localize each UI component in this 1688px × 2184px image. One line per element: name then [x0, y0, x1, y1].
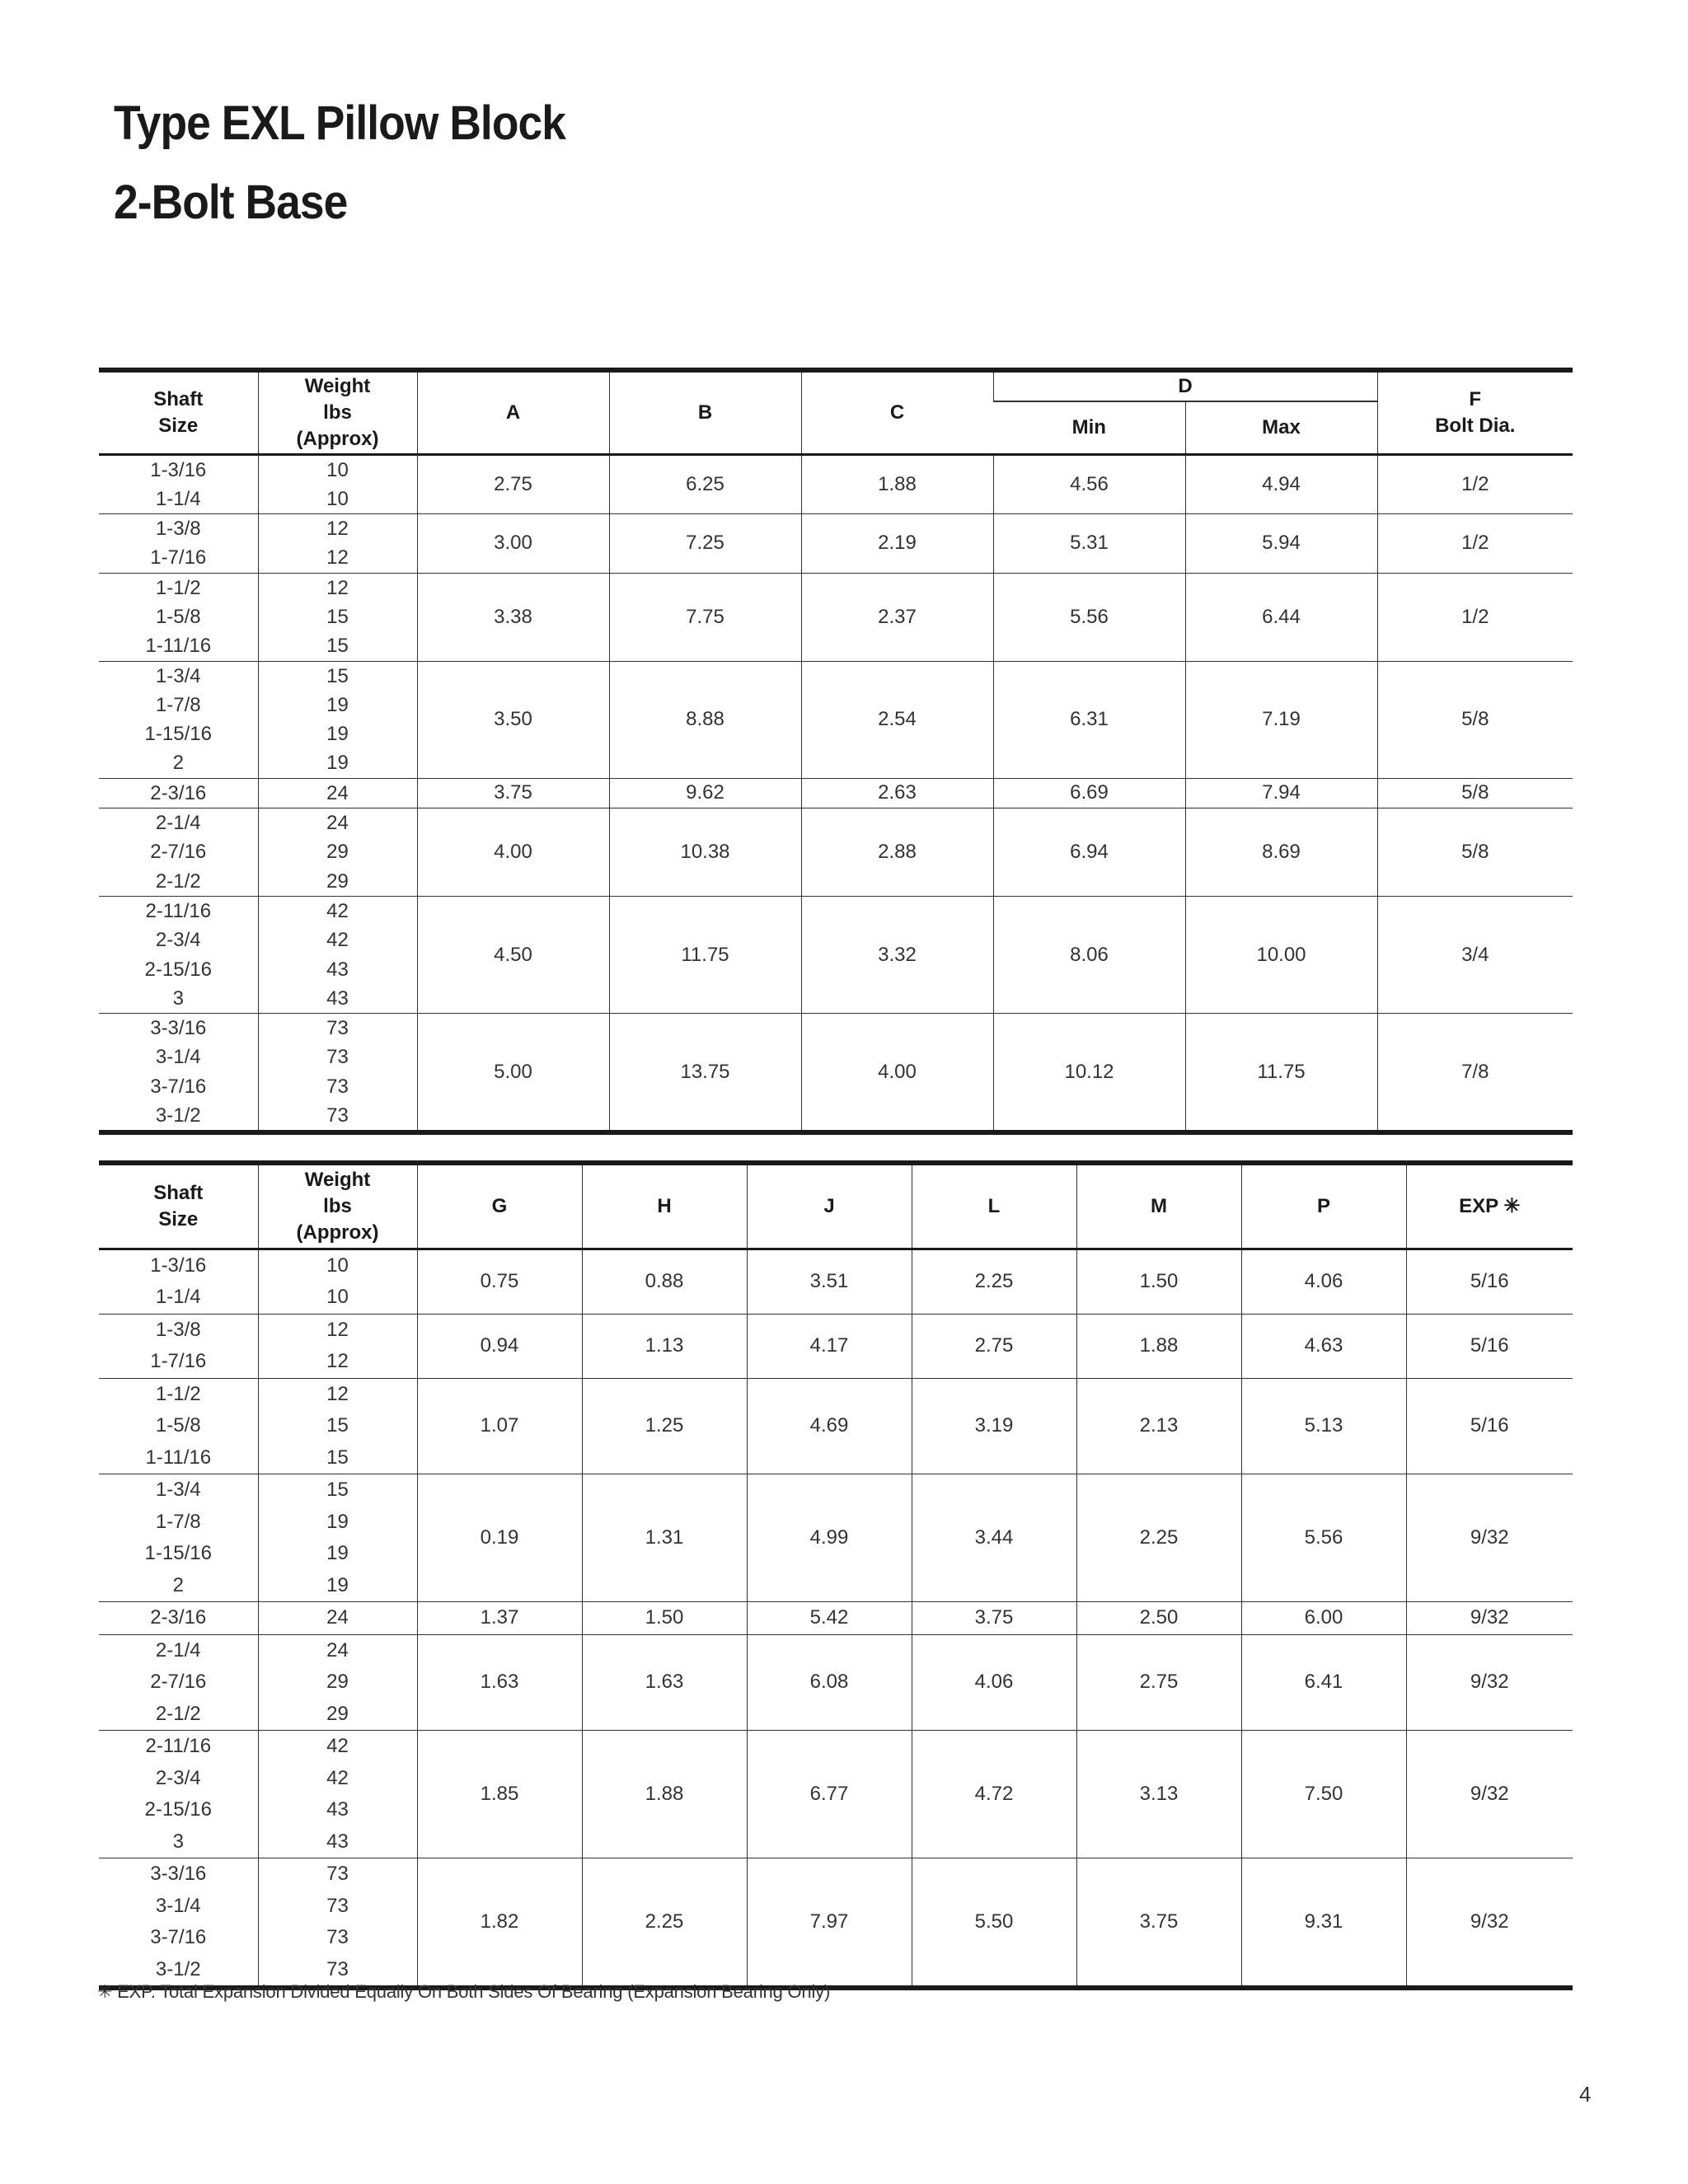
weight-value: 12 — [326, 1350, 349, 1372]
header-weight-line2: lbs — [323, 1194, 352, 1217]
cell-g: 0.19 — [417, 1474, 582, 1602]
cell-d-max: 8.69 — [1185, 808, 1377, 897]
shaft-size-value: 3-7/16 — [150, 1075, 207, 1098]
weight-value: 10 — [326, 487, 349, 510]
cell-m: 2.13 — [1076, 1378, 1241, 1474]
cell-p: 7.50 — [1241, 1731, 1406, 1858]
cell-l: 4.72 — [912, 1731, 1076, 1858]
cell-m: 3.75 — [1076, 1858, 1241, 1989]
shaft-size-value: 2 — [172, 1573, 184, 1596]
weight-cell — [258, 1731, 417, 1858]
weight-value: 12 — [326, 1382, 349, 1405]
weight-value: 43 — [326, 958, 349, 981]
cell-c: 2.54 — [801, 661, 993, 778]
header-p: P — [1241, 1163, 1406, 1249]
cell-l: 3.75 — [912, 1602, 1076, 1635]
cell-m: 1.50 — [1076, 1249, 1241, 1314]
weight-value: 12 — [326, 518, 349, 541]
cell-h: 0.88 — [582, 1249, 747, 1314]
shaft-size-value: 2-1/4 — [155, 1638, 201, 1661]
header-weight — [258, 370, 417, 454]
table-row — [99, 661, 1573, 778]
cell-d-min: 10.12 — [993, 1014, 1185, 1133]
weight-value: 15 — [326, 635, 349, 658]
weight-cell — [258, 1249, 417, 1314]
shaft-size-value: 2-3/16 — [150, 1606, 207, 1629]
cell-c: 2.37 — [801, 573, 993, 661]
cell-f: 3/4 — [1377, 896, 1573, 1013]
weight-value: 12 — [326, 576, 349, 599]
cell-a: 2.75 — [417, 454, 609, 514]
cell-a: 5.00 — [417, 1014, 609, 1133]
shaft-size-value: 1-15/16 — [144, 723, 212, 746]
cell-d-min: 6.69 — [993, 778, 1185, 808]
shaft-size-value: 3-7/16 — [150, 1926, 207, 1948]
shaft-size-value: 3 — [172, 1830, 184, 1853]
weight-value: 15 — [326, 1446, 349, 1469]
header-c: C — [801, 370, 993, 454]
weight-value: 73 — [326, 1926, 349, 1948]
shaft-size-value: 1-3/4 — [155, 664, 201, 687]
header-f-line1: F — [1469, 387, 1482, 410]
header-weight-line3: (Approx) — [296, 1221, 379, 1244]
shaft-size-value: 3-3/16 — [150, 1017, 207, 1040]
table-row — [99, 896, 1573, 1013]
header-shaft-size-line2: Size — [158, 414, 199, 437]
table-row — [99, 808, 1573, 897]
cell-b: 11.75 — [609, 896, 801, 1013]
weight-cell — [258, 1314, 417, 1378]
cell-j: 3.51 — [747, 1249, 912, 1314]
cell-j: 4.17 — [747, 1314, 912, 1378]
cell-exp: 5/16 — [1406, 1249, 1573, 1314]
header-shaft-size-line1: Shaft — [153, 387, 204, 410]
header-d-min: Min — [993, 401, 1185, 454]
table-row — [99, 1858, 1573, 1989]
cell-g: 1.37 — [417, 1602, 582, 1635]
weight-cell — [258, 1014, 417, 1133]
cell-d-min: 6.31 — [993, 661, 1185, 778]
header-f-bolt-dia — [1377, 370, 1573, 454]
shaft-size-value: 2-3/4 — [155, 929, 201, 952]
cell-exp: 5/16 — [1406, 1314, 1573, 1378]
cell-c: 2.63 — [801, 778, 993, 808]
cell-a: 3.00 — [417, 514, 609, 574]
cell-b: 7.75 — [609, 573, 801, 661]
cell-exp: 9/32 — [1406, 1474, 1573, 1602]
shaft-size-value: 1-1/4 — [155, 1286, 201, 1308]
weight-cell — [258, 661, 417, 778]
shaft-size-value: 3-1/2 — [155, 1957, 201, 1980]
shaft-size-value: 2-15/16 — [144, 1798, 212, 1821]
weight-value: 19 — [326, 693, 349, 716]
header-weight-line1: Weight — [304, 1168, 371, 1191]
cell-f: 5/8 — [1377, 808, 1573, 897]
header-j: J — [747, 1163, 912, 1249]
shaft-size-value: 2-11/16 — [145, 1735, 212, 1757]
cell-d-min: 8.06 — [993, 896, 1185, 1013]
weight-value: 15 — [326, 605, 349, 628]
weight-value: 10 — [326, 1254, 349, 1277]
table-row — [99, 1731, 1573, 1858]
weight-value: 29 — [326, 869, 349, 893]
weight-value: 43 — [326, 1830, 349, 1853]
weight-value: 43 — [326, 1798, 349, 1821]
shaft-size-value: 2-1/4 — [155, 812, 201, 835]
cell-p: 5.13 — [1241, 1378, 1406, 1474]
weight-value: 24 — [326, 812, 349, 835]
cell-j: 6.08 — [747, 1634, 912, 1731]
cell-j: 4.99 — [747, 1474, 912, 1602]
weight-cell — [258, 1634, 417, 1731]
weight-value: 73 — [326, 1104, 349, 1127]
cell-d-max: 4.94 — [1185, 454, 1377, 514]
cell-h: 1.50 — [582, 1602, 747, 1635]
header-shaft-size-line1: Shaft — [153, 1181, 204, 1204]
cell-l: 5.50 — [912, 1858, 1076, 1989]
cell-c: 1.88 — [801, 454, 993, 514]
cell-c: 2.88 — [801, 808, 993, 897]
weight-value: 42 — [326, 929, 349, 952]
shaft-size-value: 1-3/8 — [155, 518, 201, 541]
cell-f: 1/2 — [1377, 454, 1573, 514]
cell-b: 10.38 — [609, 808, 801, 897]
weight-cell — [258, 808, 417, 897]
cell-a: 3.38 — [417, 573, 609, 661]
shaft-size-cell — [99, 778, 258, 808]
shaft-size-value: 1-3/16 — [150, 458, 207, 481]
weight-value: 15 — [326, 664, 349, 687]
weight-cell — [258, 1378, 417, 1474]
weight-value: 19 — [326, 1542, 349, 1564]
table-row — [99, 1314, 1573, 1378]
table-row — [99, 573, 1573, 661]
weight-value: 73 — [326, 1863, 349, 1885]
cell-j: 4.69 — [747, 1378, 912, 1474]
weight-value: 19 — [326, 752, 349, 775]
shaft-size-value: 2-1/2 — [155, 1702, 201, 1725]
weight-value: 15 — [326, 1414, 349, 1436]
weight-cell — [258, 1858, 417, 1989]
cell-b: 6.25 — [609, 454, 801, 514]
header-shaft-size — [99, 1163, 258, 1249]
weight-value: 73 — [326, 1957, 349, 1980]
weight-cell — [258, 514, 417, 574]
cell-j: 6.77 — [747, 1731, 912, 1858]
cell-h: 1.13 — [582, 1314, 747, 1378]
header-g: G — [417, 1163, 582, 1249]
cell-h: 1.31 — [582, 1474, 747, 1602]
cell-a: 3.75 — [417, 778, 609, 808]
cell-exp: 9/32 — [1406, 1602, 1573, 1635]
shaft-size-value: 1-1/2 — [155, 1382, 201, 1405]
cell-g: 0.75 — [417, 1249, 582, 1314]
cell-h: 1.25 — [582, 1378, 747, 1474]
shaft-size-value: 1-15/16 — [144, 1542, 212, 1564]
cell-g: 1.82 — [417, 1858, 582, 1989]
cell-m: 2.75 — [1076, 1634, 1241, 1731]
cell-c: 4.00 — [801, 1014, 993, 1133]
cell-f: 7/8 — [1377, 1014, 1573, 1133]
weight-value: 73 — [326, 1075, 349, 1098]
header-l: L — [912, 1163, 1076, 1249]
cell-d-max: 7.94 — [1185, 778, 1377, 808]
table-row — [99, 1249, 1573, 1314]
cell-f: 5/8 — [1377, 778, 1573, 808]
table-row — [99, 454, 1573, 514]
cell-d-max: 6.44 — [1185, 573, 1377, 661]
weight-cell — [258, 778, 417, 808]
table-row — [99, 1378, 1573, 1474]
weight-value: 29 — [326, 841, 349, 864]
header-weight-line2: lbs — [323, 401, 352, 424]
table-row — [99, 1634, 1573, 1731]
shaft-size-value: 1-3/16 — [150, 1254, 207, 1277]
cell-g: 1.63 — [417, 1634, 582, 1731]
shaft-size-cell — [99, 896, 258, 1013]
weight-value: 73 — [326, 1017, 349, 1040]
shaft-size-value: 2-3/16 — [150, 781, 207, 804]
cell-m: 2.50 — [1076, 1602, 1241, 1635]
weight-value: 42 — [326, 899, 349, 922]
cell-d-min: 5.31 — [993, 514, 1185, 574]
cell-d-max: 11.75 — [1185, 1014, 1377, 1133]
cell-b: 7.25 — [609, 514, 801, 574]
header-exp: EXP ✳ — [1406, 1163, 1573, 1249]
weight-value: 12 — [326, 546, 349, 569]
weight-cell — [258, 454, 417, 514]
shaft-size-cell — [99, 1378, 258, 1474]
shaft-size-value: 1-1/4 — [155, 487, 201, 510]
weight-value: 43 — [326, 987, 349, 1010]
cell-h: 2.25 — [582, 1858, 747, 1989]
shaft-size-value: 1-7/8 — [155, 1510, 201, 1533]
cell-f: 1/2 — [1377, 514, 1573, 574]
cell-g: 1.85 — [417, 1731, 582, 1858]
cell-j: 5.42 — [747, 1602, 912, 1635]
weight-value: 29 — [326, 1671, 349, 1693]
shaft-size-value: 1-3/4 — [155, 1479, 201, 1501]
cell-d-min: 5.56 — [993, 573, 1185, 661]
shaft-size-value: 2-1/2 — [155, 869, 201, 893]
shaft-size-value: 1-7/16 — [150, 546, 207, 569]
header-shaft-size-line2: Size — [158, 1207, 199, 1230]
weight-value: 10 — [326, 1286, 349, 1308]
weight-value: 29 — [326, 1702, 349, 1725]
shaft-size-cell — [99, 1314, 258, 1378]
header-d: D — [993, 370, 1377, 401]
table-row — [99, 1474, 1573, 1602]
shaft-size-cell — [99, 573, 258, 661]
shaft-size-value: 2-11/16 — [145, 899, 212, 922]
weight-value: 24 — [326, 1638, 349, 1661]
shaft-size-value: 1-7/8 — [155, 693, 201, 716]
cell-p: 4.06 — [1241, 1249, 1406, 1314]
shaft-size-cell — [99, 1014, 258, 1133]
cell-d-max: 10.00 — [1185, 896, 1377, 1013]
cell-l: 2.75 — [912, 1314, 1076, 1378]
weight-value: 24 — [326, 781, 349, 804]
shaft-size-cell — [99, 1474, 258, 1602]
shaft-size-value: 3-1/4 — [155, 1046, 201, 1069]
shaft-size-value: 1-7/16 — [150, 1350, 207, 1372]
shaft-size-cell — [99, 1731, 258, 1858]
weight-value: 42 — [326, 1766, 349, 1789]
weight-cell — [258, 1474, 417, 1602]
shaft-size-value: 3 — [172, 987, 184, 1010]
cell-exp: 5/16 — [1406, 1378, 1573, 1474]
weight-value: 73 — [326, 1894, 349, 1917]
shaft-size-cell — [99, 808, 258, 897]
cell-exp: 9/32 — [1406, 1731, 1573, 1858]
page-title: Type EXL Pillow Block — [114, 96, 566, 150]
weight-value: 15 — [326, 1479, 349, 1501]
table-row — [99, 778, 1573, 808]
cell-exp: 9/32 — [1406, 1634, 1573, 1731]
header-f-line2: Bolt Dia. — [1435, 414, 1516, 437]
cell-p: 9.31 — [1241, 1858, 1406, 1989]
page-number: 4 — [1579, 2082, 1592, 2107]
cell-d-max: 7.19 — [1185, 661, 1377, 778]
table-row — [99, 1014, 1573, 1133]
table-row — [99, 1602, 1573, 1635]
weight-value: 19 — [326, 723, 349, 746]
cell-a: 3.50 — [417, 661, 609, 778]
shaft-size-cell — [99, 1634, 258, 1731]
shaft-size-cell — [99, 1249, 258, 1314]
weight-value: 73 — [326, 1046, 349, 1069]
cell-p: 4.63 — [1241, 1314, 1406, 1378]
cell-j: 7.97 — [747, 1858, 912, 1989]
shaft-size-value: 2-7/16 — [150, 841, 207, 864]
cell-h: 1.88 — [582, 1731, 747, 1858]
header-a: A — [417, 370, 609, 454]
weight-cell — [258, 1602, 417, 1635]
header-shaft-size — [99, 370, 258, 454]
page-subtitle: 2-Bolt Base — [114, 176, 348, 229]
weight-value: 42 — [326, 1735, 349, 1757]
cell-a: 4.00 — [417, 808, 609, 897]
shaft-size-cell — [99, 514, 258, 574]
shaft-size-value: 1-1/2 — [155, 576, 201, 599]
cell-l: 2.25 — [912, 1249, 1076, 1314]
shaft-size-value: 1-5/8 — [155, 605, 201, 628]
cell-b: 8.88 — [609, 661, 801, 778]
shaft-size-cell — [99, 1858, 258, 1989]
shaft-size-value: 3-3/16 — [150, 1863, 207, 1885]
weight-value: 12 — [326, 1318, 349, 1341]
shaft-size-value: 2 — [172, 752, 184, 775]
shaft-size-value: 2-3/4 — [155, 1766, 201, 1789]
weight-value: 19 — [326, 1573, 349, 1596]
dimensions-table-2 — [99, 1160, 1573, 1990]
cell-d-max: 5.94 — [1185, 514, 1377, 574]
shaft-size-cell — [99, 661, 258, 778]
shaft-size-value: 2-7/16 — [150, 1671, 207, 1693]
cell-l: 3.19 — [912, 1378, 1076, 1474]
cell-b: 13.75 — [609, 1014, 801, 1133]
header-m: M — [1076, 1163, 1241, 1249]
cell-f: 5/8 — [1377, 661, 1573, 778]
weight-value: 19 — [326, 1510, 349, 1533]
header-h: H — [582, 1163, 747, 1249]
cell-p: 6.41 — [1241, 1634, 1406, 1731]
cell-g: 0.94 — [417, 1314, 582, 1378]
cell-b: 9.62 — [609, 778, 801, 808]
cell-p: 6.00 — [1241, 1602, 1406, 1635]
cell-c: 3.32 — [801, 896, 993, 1013]
header-weight-line1: Weight — [304, 374, 371, 397]
weight-cell — [258, 573, 417, 661]
cell-l: 4.06 — [912, 1634, 1076, 1731]
shaft-size-value: 1-3/8 — [155, 1318, 201, 1341]
table-row — [99, 514, 1573, 574]
cell-d-min: 4.56 — [993, 454, 1185, 514]
shaft-size-value: 1-11/16 — [145, 635, 212, 658]
shaft-size-value: 3-1/4 — [155, 1894, 201, 1917]
cell-l: 3.44 — [912, 1474, 1076, 1602]
header-b: B — [609, 370, 801, 454]
dimensions-table-1 — [99, 368, 1573, 1135]
shaft-size-cell — [99, 1602, 258, 1635]
header-weight — [258, 1163, 417, 1249]
shaft-size-value: 1-11/16 — [145, 1446, 212, 1469]
cell-m: 1.88 — [1076, 1314, 1241, 1378]
shaft-size-value: 3-1/2 — [155, 1104, 201, 1127]
header-weight-line3: (Approx) — [296, 427, 379, 450]
footnote: ✳ EXP. Total Expansion Divided Equally On Both Sides Of Bearing (Expansion Bearing Only) — [97, 1981, 831, 2002]
weight-cell — [258, 896, 417, 1013]
shaft-size-value: 2-15/16 — [144, 958, 212, 981]
cell-p: 5.56 — [1241, 1474, 1406, 1602]
cell-d-min: 6.94 — [993, 808, 1185, 897]
cell-m: 2.25 — [1076, 1474, 1241, 1602]
weight-value: 24 — [326, 1606, 349, 1629]
cell-c: 2.19 — [801, 514, 993, 574]
cell-g: 1.07 — [417, 1378, 582, 1474]
shaft-size-cell — [99, 454, 258, 514]
cell-f: 1/2 — [1377, 573, 1573, 661]
shaft-size-value: 1-5/8 — [155, 1414, 201, 1436]
weight-value: 10 — [326, 458, 349, 481]
cell-h: 1.63 — [582, 1634, 747, 1731]
cell-exp: 9/32 — [1406, 1858, 1573, 1989]
header-d-max: Max — [1185, 401, 1377, 454]
cell-m: 3.13 — [1076, 1731, 1241, 1858]
cell-a: 4.50 — [417, 896, 609, 1013]
